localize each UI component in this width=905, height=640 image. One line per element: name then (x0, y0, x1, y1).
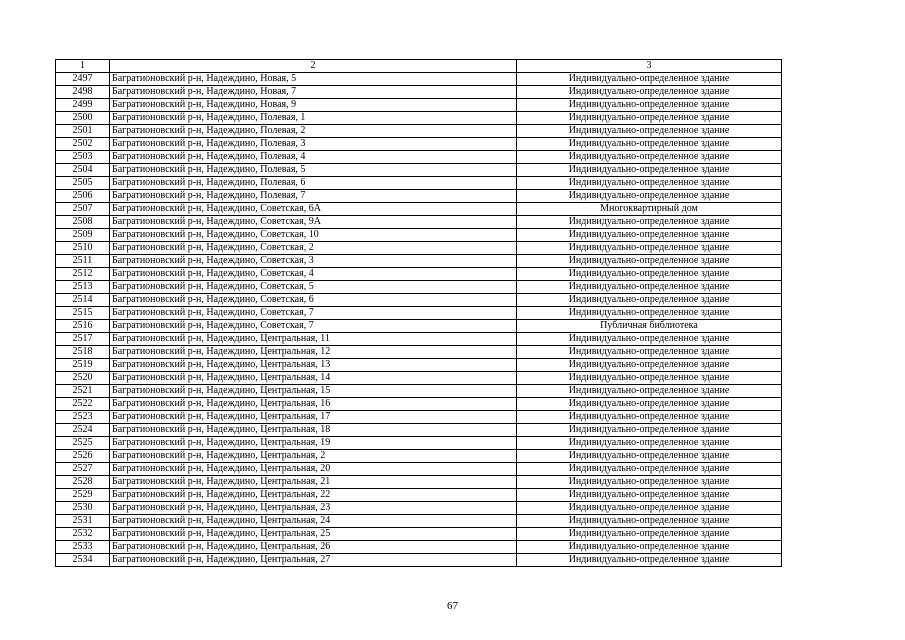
table-row (56, 281, 782, 294)
table-row (56, 463, 782, 476)
row-object-type: Индивидуально-определенное здание (517, 294, 782, 307)
row-number: 2514 (56, 294, 110, 307)
row-address: Багратионовский р-н, Надеждино, Советская, 3 (110, 255, 517, 268)
table-row (56, 294, 782, 307)
row-object-type: Индивидуально-определенное здание (517, 398, 782, 411)
row-number: 2524 (56, 424, 110, 437)
register-table (55, 59, 782, 567)
row-number: 2502 (56, 138, 110, 151)
row-address: Багратионовский р-н, Надеждино, Центральная, 13 (110, 359, 517, 372)
row-number: 2503 (56, 151, 110, 164)
row-object-type: Индивидуально-определенное здание (517, 437, 782, 450)
table-row (56, 320, 782, 333)
table-row (56, 242, 782, 255)
row-object-type: Индивидуально-определенное здание (517, 424, 782, 437)
table-row (56, 164, 782, 177)
row-number: 2499 (56, 99, 110, 112)
table-row (56, 528, 782, 541)
row-number: 2512 (56, 268, 110, 281)
table-row (56, 125, 782, 138)
row-object-type: Индивидуально-определенное здание (517, 346, 782, 359)
table-row (56, 151, 782, 164)
row-object-type: Индивидуально-определенное здание (517, 372, 782, 385)
table-row (56, 411, 782, 424)
row-number: 2518 (56, 346, 110, 359)
row-address: Багратионовский р-н, Надеждино, Центральная, 21 (110, 476, 517, 489)
row-object-type: Индивидуально-определенное здание (517, 307, 782, 320)
table-row (56, 398, 782, 411)
row-object-type: Многоквартирный дом (517, 203, 782, 216)
row-number: 2533 (56, 541, 110, 554)
row-number: 2505 (56, 177, 110, 190)
row-object-type: Индивидуально-определенное здание (517, 125, 782, 138)
table-row (56, 203, 782, 216)
row-number: 2501 (56, 125, 110, 138)
row-object-type: Индивидуально-определенное здание (517, 255, 782, 268)
table-row (56, 346, 782, 359)
row-address: Багратионовский р-н, Надеждино, Полевая, 7 (110, 190, 517, 203)
table-row (56, 229, 782, 242)
row-number: 2510 (56, 242, 110, 255)
table-row (56, 489, 782, 502)
row-number: 2509 (56, 229, 110, 242)
table-row (56, 502, 782, 515)
column-header-number: 1 (56, 60, 110, 73)
row-address: Багратионовский р-н, Надеждино, Новая, 5 (110, 73, 517, 86)
row-number: 2507 (56, 203, 110, 216)
row-address: Багратионовский р-н, Надеждино, Центральная, 12 (110, 346, 517, 359)
row-number: 2515 (56, 307, 110, 320)
table-row (56, 541, 782, 554)
row-number: 2504 (56, 164, 110, 177)
row-number: 2526 (56, 450, 110, 463)
row-address: Багратионовский р-н, Надеждино, Центральная, 19 (110, 437, 517, 450)
row-object-type: Индивидуально-определенное здание (517, 73, 782, 86)
row-object-type: Индивидуально-определенное здание (517, 86, 782, 99)
table-row (56, 554, 782, 567)
row-object-type: Индивидуально-определенное здание (517, 411, 782, 424)
table-row (56, 385, 782, 398)
row-address: Багратионовский р-н, Надеждино, Полевая, 1 (110, 112, 517, 125)
row-object-type: Индивидуально-определенное здание (517, 281, 782, 294)
row-object-type: Индивидуально-определенное здание (517, 515, 782, 528)
table-row (56, 424, 782, 437)
row-address: Багратионовский р-н, Надеждино, Советская, 2 (110, 242, 517, 255)
row-address: Багратионовский р-н, Надеждино, Советская, 4 (110, 268, 517, 281)
row-address: Багратионовский р-н, Надеждино, Новая, 9 (110, 99, 517, 112)
row-address: Багратионовский р-н, Надеждино, Полевая, 4 (110, 151, 517, 164)
row-address: Багратионовский р-н, Надеждино, Советская, 7 (110, 307, 517, 320)
table-row (56, 73, 782, 86)
row-object-type: Индивидуально-определенное здание (517, 151, 782, 164)
table-row (56, 190, 782, 203)
row-object-type: Индивидуально-определенное здание (517, 216, 782, 229)
row-number: 2506 (56, 190, 110, 203)
table-row (56, 515, 782, 528)
row-address: Багратионовский р-н, Надеждино, Центральная, 18 (110, 424, 517, 437)
row-address: Багратионовский р-н, Надеждино, Новая, 7 (110, 86, 517, 99)
row-address: Багратионовский р-н, Надеждино, Центральная, 24 (110, 515, 517, 528)
row-number: 2519 (56, 359, 110, 372)
row-number: 2500 (56, 112, 110, 125)
row-object-type: Индивидуально-определенное здание (517, 242, 782, 255)
row-object-type: Публичная библиотека (517, 320, 782, 333)
row-object-type: Индивидуально-определенное здание (517, 554, 782, 567)
row-address: Багратионовский р-н, Надеждино, Центральная, 22 (110, 489, 517, 502)
table-row (56, 216, 782, 229)
row-number: 2531 (56, 515, 110, 528)
row-number: 2497 (56, 73, 110, 86)
row-object-type: Индивидуально-определенное здание (517, 333, 782, 346)
row-number: 2523 (56, 411, 110, 424)
row-object-type: Индивидуально-определенное здание (517, 476, 782, 489)
row-object-type: Индивидуально-определенное здание (517, 528, 782, 541)
row-number: 2521 (56, 385, 110, 398)
row-address: Багратионовский р-н, Надеждино, Советская, 6А (110, 203, 517, 216)
row-object-type: Индивидуально-определенное здание (517, 489, 782, 502)
row-address: Багратионовский р-н, Надеждино, Центральная, 11 (110, 333, 517, 346)
row-address: Багратионовский р-н, Надеждино, Полевая, 6 (110, 177, 517, 190)
row-object-type: Индивидуально-определенное здание (517, 177, 782, 190)
row-address: Багратионовский р-н, Надеждино, Центральная, 27 (110, 554, 517, 567)
row-number: 2522 (56, 398, 110, 411)
row-object-type: Индивидуально-определенное здание (517, 190, 782, 203)
column-header-type: 3 (517, 60, 782, 73)
table-row (56, 437, 782, 450)
row-number: 2516 (56, 320, 110, 333)
row-address: Багратионовский р-н, Надеждино, Полевая, 5 (110, 164, 517, 177)
table-row (56, 333, 782, 346)
table-row (56, 359, 782, 372)
row-address: Багратионовский р-н, Надеждино, Центральная, 26 (110, 541, 517, 554)
page-number: 67 (447, 600, 458, 612)
row-address: Багратионовский р-н, Надеждино, Советская, 9А (110, 216, 517, 229)
table-row (56, 255, 782, 268)
row-number: 2517 (56, 333, 110, 346)
row-address: Багратионовский р-н, Надеждино, Центральная, 20 (110, 463, 517, 476)
row-address: Багратионовский р-н, Надеждино, Советская, 5 (110, 281, 517, 294)
table-row (56, 112, 782, 125)
table-row (56, 99, 782, 112)
table-row (56, 268, 782, 281)
row-number: 2529 (56, 489, 110, 502)
row-number: 2513 (56, 281, 110, 294)
row-address: Багратионовский р-н, Надеждино, Советская, 6 (110, 294, 517, 307)
row-address: Багратионовский р-н, Надеждино, Полевая, 2 (110, 125, 517, 138)
row-object-type: Индивидуально-определенное здание (517, 385, 782, 398)
row-address: Багратионовский р-н, Надеждино, Центральная, 15 (110, 385, 517, 398)
row-object-type: Индивидуально-определенное здание (517, 541, 782, 554)
row-number: 2525 (56, 437, 110, 450)
row-number: 2530 (56, 502, 110, 515)
table-row (56, 372, 782, 385)
row-address: Багратионовский р-н, Надеждино, Центральная, 17 (110, 411, 517, 424)
row-object-type: Индивидуально-определенное здание (517, 268, 782, 281)
row-number: 2532 (56, 528, 110, 541)
row-number: 2498 (56, 86, 110, 99)
row-address: Багратионовский р-н, Надеждино, Центральная, 16 (110, 398, 517, 411)
table-row (56, 307, 782, 320)
column-header-address: 2 (110, 60, 517, 73)
row-object-type: Индивидуально-определенное здание (517, 450, 782, 463)
row-object-type: Индивидуально-определенное здание (517, 463, 782, 476)
row-address: Багратионовский р-н, Надеждино, Советская, 10 (110, 229, 517, 242)
row-address: Багратионовский р-н, Надеждино, Центральная, 23 (110, 502, 517, 515)
row-number: 2528 (56, 476, 110, 489)
row-number: 2508 (56, 216, 110, 229)
row-number: 2527 (56, 463, 110, 476)
row-number: 2520 (56, 372, 110, 385)
table-row (56, 450, 782, 463)
row-object-type: Индивидуально-определенное здание (517, 112, 782, 125)
row-object-type: Индивидуально-определенное здание (517, 138, 782, 151)
row-address: Багратионовский р-н, Надеждино, Полевая, 3 (110, 138, 517, 151)
table-header-row (56, 60, 782, 73)
row-object-type: Индивидуально-определенное здание (517, 99, 782, 112)
row-address: Багратионовский р-н, Надеждино, Центральная, 14 (110, 372, 517, 385)
row-address: Багратионовский р-н, Надеждино, Центральная, 2 (110, 450, 517, 463)
row-object-type: Индивидуально-определенное здание (517, 229, 782, 242)
table-row (56, 86, 782, 99)
row-number: 2534 (56, 554, 110, 567)
row-object-type: Индивидуально-определенное здание (517, 502, 782, 515)
row-object-type: Индивидуально-определенное здание (517, 359, 782, 372)
row-number: 2511 (56, 255, 110, 268)
row-object-type: Индивидуально-определенное здание (517, 164, 782, 177)
table-body (56, 73, 782, 567)
row-address: Багратионовский р-н, Надеждино, Советская, 7 (110, 320, 517, 333)
table-row (56, 138, 782, 151)
row-address: Багратионовский р-н, Надеждино, Центральная, 25 (110, 528, 517, 541)
table-row (56, 177, 782, 190)
table-row (56, 476, 782, 489)
